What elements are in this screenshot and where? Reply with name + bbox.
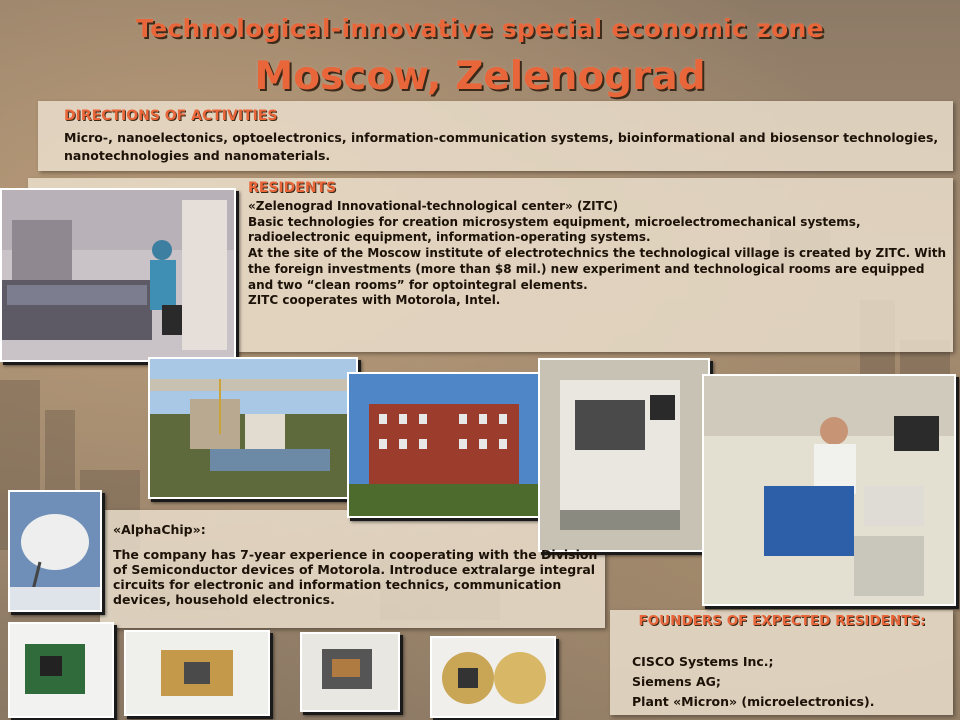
page-subtitle: Moscow, Zelenograd xyxy=(254,54,706,99)
residents-line-2: Basic technologies for creation microsystem equipment, microelectromechanical systems, radioelectronic equipment, information-operating systems. xyxy=(248,214,861,245)
circuit-board-photo xyxy=(8,622,114,718)
construction-site-photo xyxy=(148,357,358,499)
residents-line-1: «Zelenograd Innovational-technological center» (ZITC) xyxy=(248,199,619,213)
alphachip-name: «AlphaChip»: xyxy=(113,522,206,537)
satellite-dish-photo xyxy=(8,490,102,612)
directions-text: Micro-, nanoelectonics, optoelectronics, information-communication systems, bioinformational and biosensor technologies, nanotechnologies and nanomaterials. xyxy=(64,130,939,163)
page-title: Technological-innovative special economic zone xyxy=(136,14,824,43)
gold-chip-housings-photo xyxy=(430,636,556,718)
founder-item: CISCO Systems Inc.; xyxy=(632,654,774,669)
founders-heading: FOUNDERS OF EXPECTED RESIDENTS: xyxy=(638,613,926,629)
founder-item: Siemens AG; xyxy=(632,674,721,689)
sensor-module-photo xyxy=(300,632,400,712)
alphachip-text xyxy=(113,522,598,607)
residents-line-4: ZITC cooperates with Motorola, Intel. xyxy=(248,293,501,308)
directions-heading: DIRECTIONS OF ACTIVITIES xyxy=(64,108,278,124)
microchip-package-photo xyxy=(124,630,270,716)
institute-building-photo xyxy=(347,372,543,518)
engineer-workstation-photo xyxy=(702,374,956,606)
founders-list xyxy=(632,654,874,714)
residents-text xyxy=(248,199,948,309)
residents-heading: RESIDENTS xyxy=(248,180,337,196)
clean-room-lab-photo xyxy=(0,188,236,362)
founder-item: Plant «Micron» (microelectronics). xyxy=(632,694,875,709)
residents-line-3: At the site of the Moscow institute of electrotechnics the technological village is created by ZITC. With the foreign investments (more than $8 mil.) new experiment and technological rooms are equipped and two “clean rooms” for optointegral elements. xyxy=(248,246,947,292)
alphachip-description: The company has 7-year experience in cooperating with the Division of Semiconductor devices of Motorola. Introduce extralarge integral circuits for electronic and information technics, communication devices, household electronics. xyxy=(113,547,598,607)
